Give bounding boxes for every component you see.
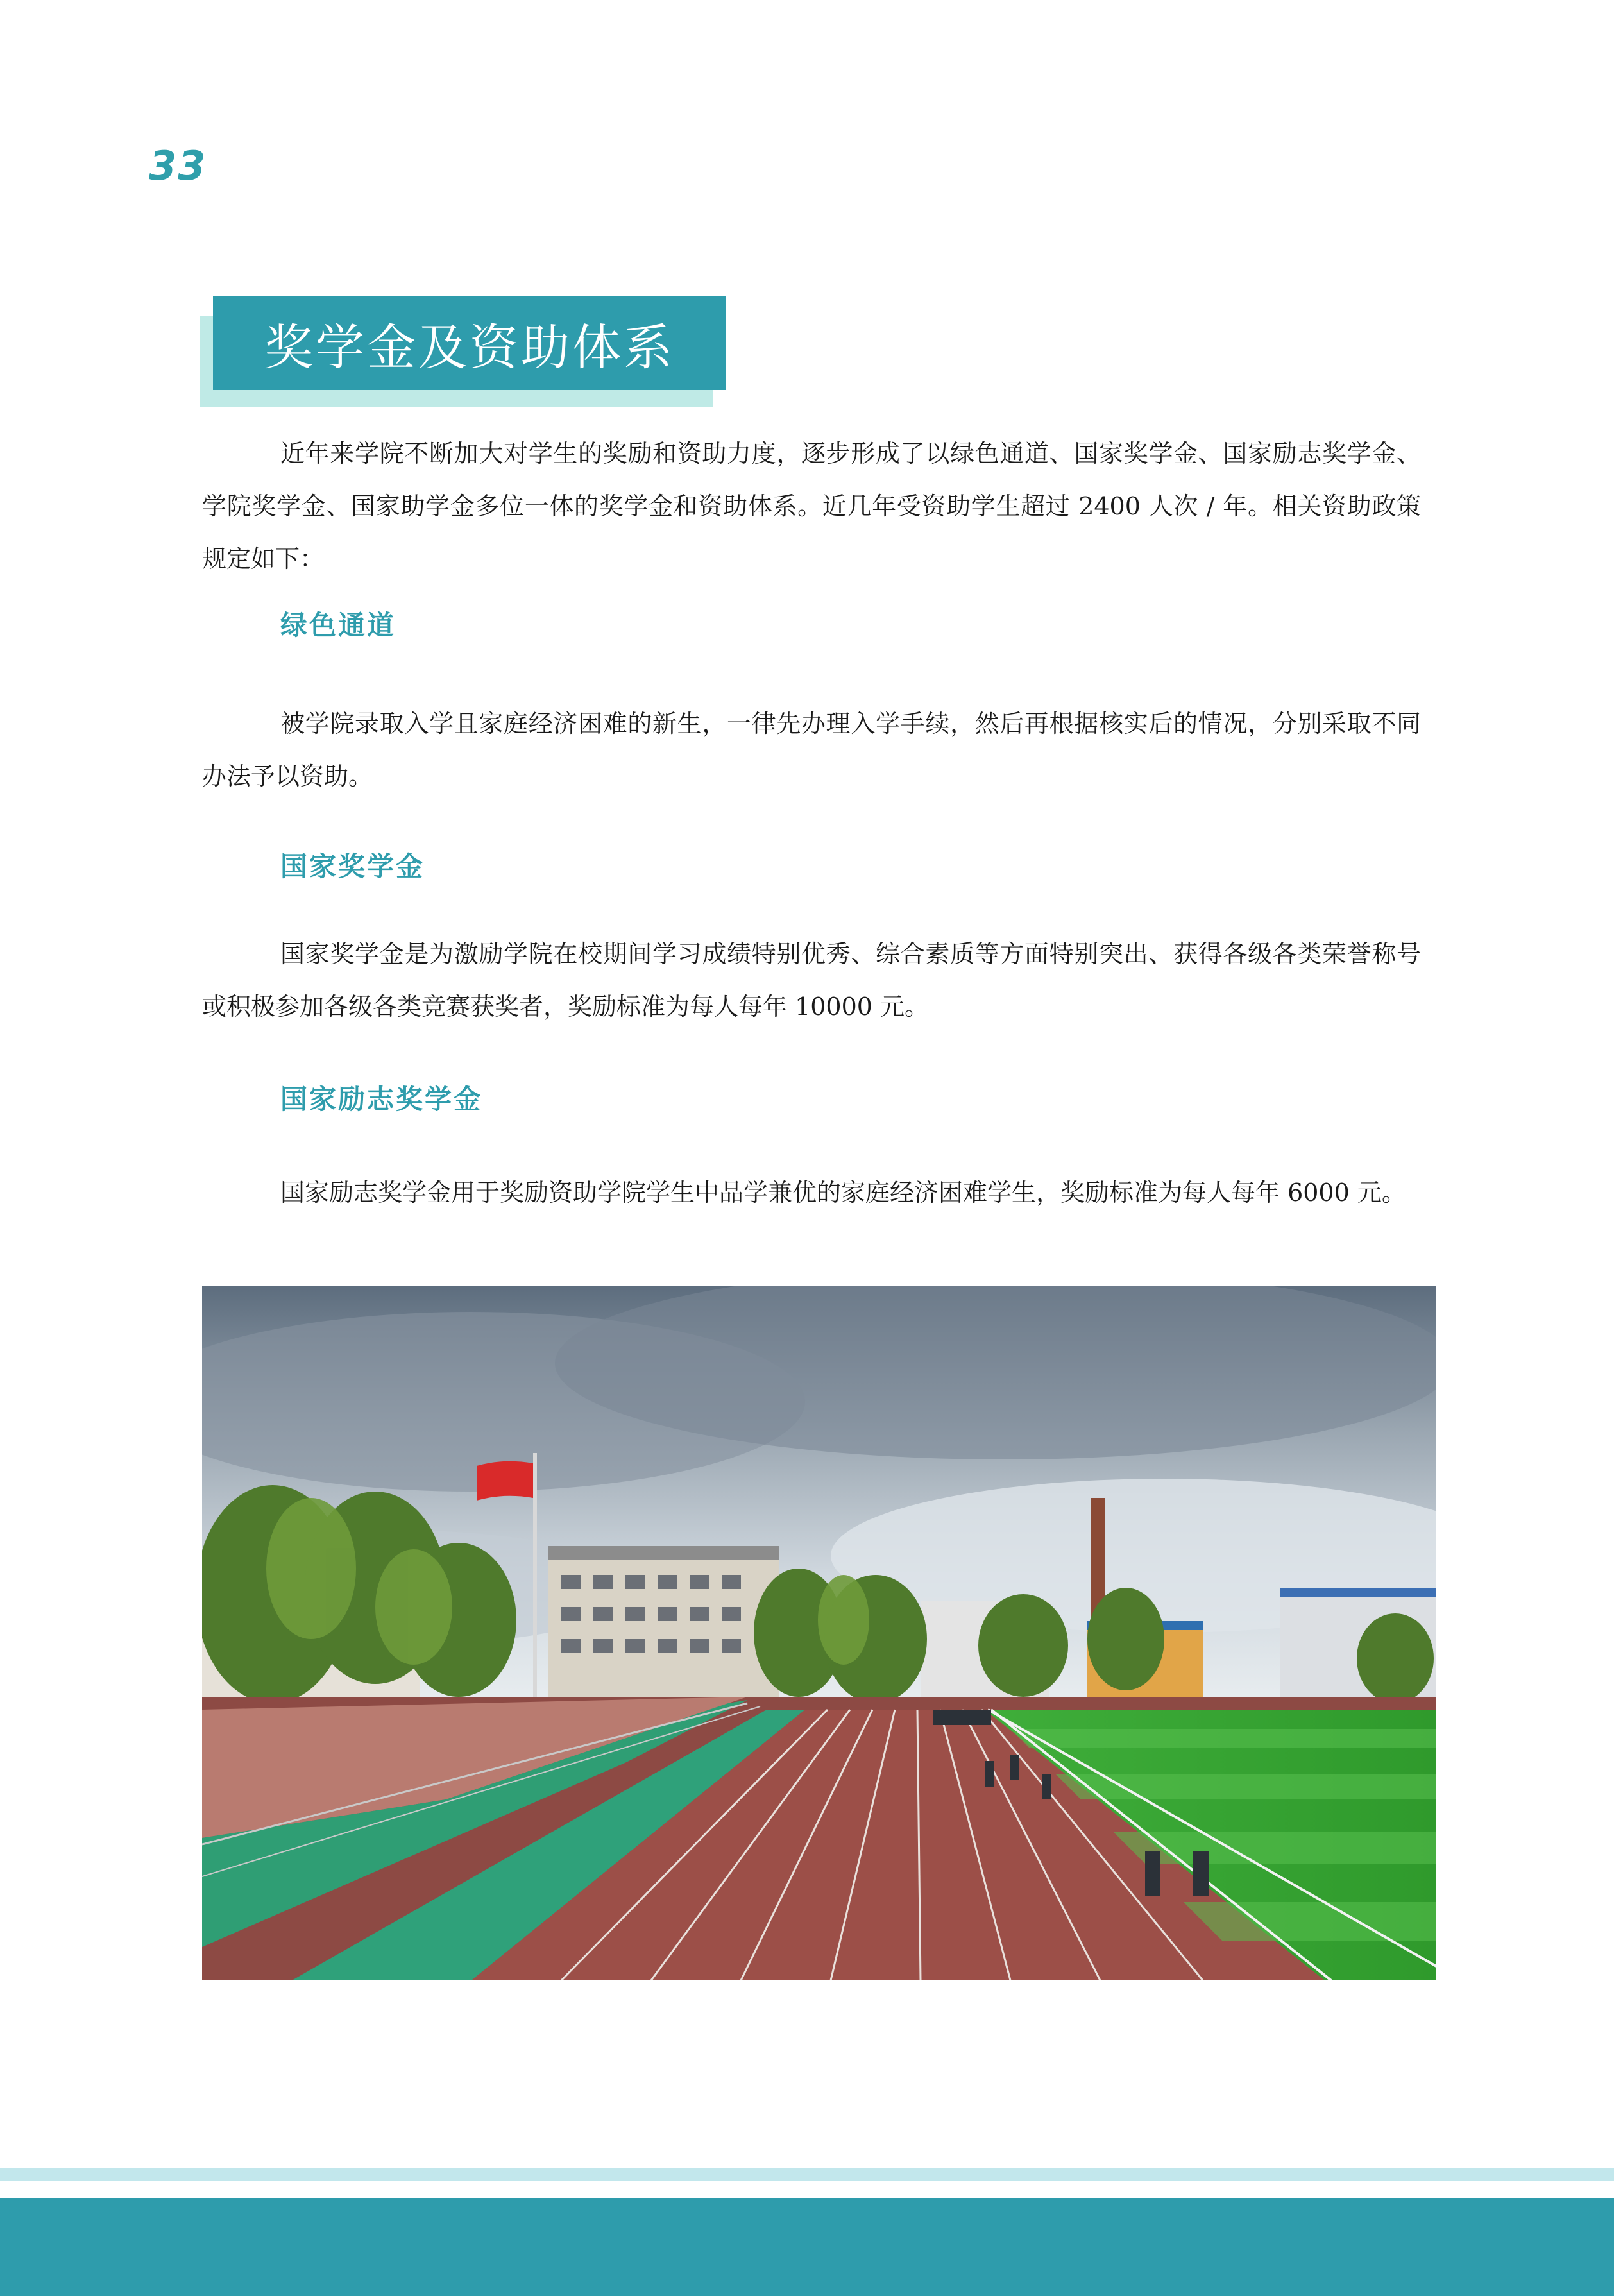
- campus-track-photo: [202, 1286, 1436, 1980]
- heading-green-channel: 绿色通道: [280, 609, 396, 641]
- green-channel-paragraph: 被学院录取入学且家庭经济困难的新生，一律先办理入学手续，然后再根据核实后的情况，分别采取不同办法予以资助。: [202, 710, 1421, 790]
- section-title-banner: [200, 296, 726, 407]
- page-number: 33: [149, 142, 207, 189]
- title-box: [213, 296, 726, 390]
- footer-band: [0, 2198, 1614, 2296]
- national-encouragement-paragraph: 国家励志奖学金用于奖励资助学院学生中品学兼优的家庭经济困难学生，奖励标准为每人每年 6000 元。: [280, 1178, 1406, 1207]
- footer-light-stripe: [0, 2168, 1614, 2181]
- track-field-illustration: [202, 1286, 1436, 1980]
- intro-paragraph: 近年来学院不断加大对学生的奖励和资助力度，逐步形成了以绿色通道、国家奖学金、国家励志奖学金、学院奖学金、国家助学金多位一体的奖学金和资助体系。近几年受资助学生超过 2400 人次 / 年。相关资助政策规定如下：: [202, 439, 1421, 573]
- heading-national-encouragement-scholarship: 国家励志奖学金: [280, 1084, 483, 1115]
- national-scholarship-paragraph: 国家奖学金是为激励学院在校期间学习成绩特别优秀、综合素质等方面特别突出、获得各级各类荣誉称号或积极参加各级各类竞赛获奖者，奖励标准为每人每年 10000 元。: [202, 940, 1421, 1021]
- heading-national-scholarship: 国家奖学金: [280, 851, 425, 882]
- page-title: 奖学金及资助体系: [264, 318, 675, 376]
